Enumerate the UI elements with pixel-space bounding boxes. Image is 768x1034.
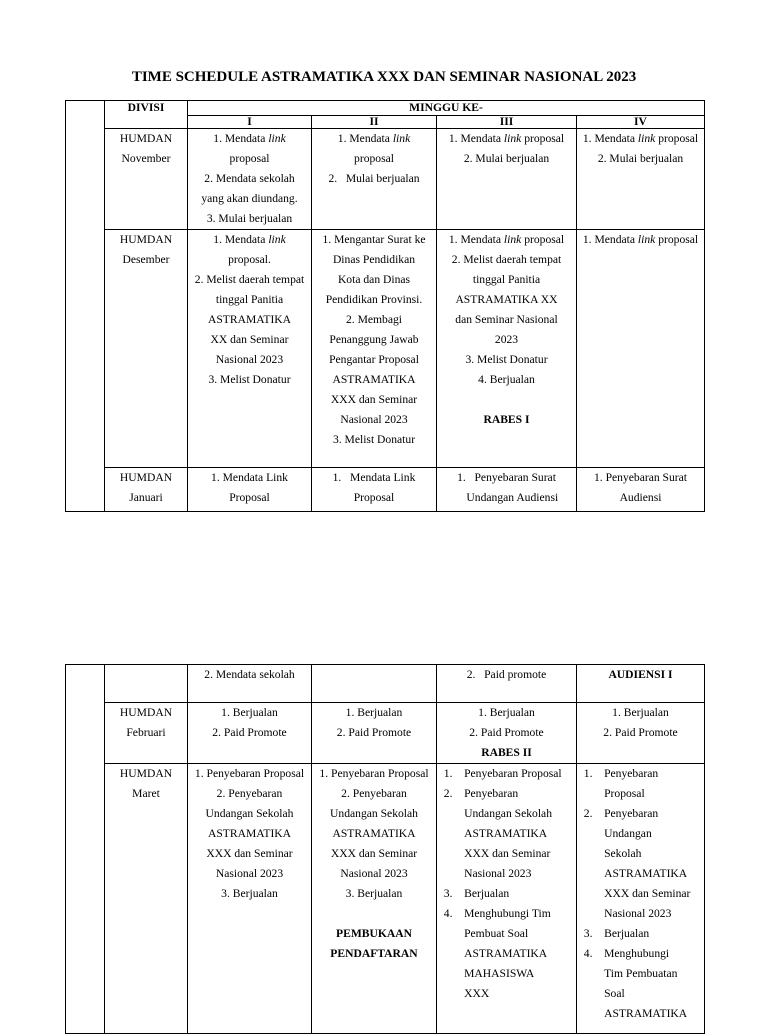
table-row: [66, 468, 705, 512]
task-text: ASTRAMATIKA: [207, 313, 292, 326]
task-text: 2023: [494, 333, 519, 346]
task-text: 1. Mendata Link: [211, 471, 288, 484]
milestone-label: AUDIENSI I: [608, 668, 673, 681]
task-text: Soal: [578, 987, 625, 1000]
task-text: Undangan Sekolah: [330, 807, 418, 820]
task-text: XXX dan Seminar: [438, 847, 551, 860]
week-header-2: II: [312, 116, 437, 129]
task-text: Proposal: [578, 787, 645, 800]
task-text: 2. Penyebaran: [438, 787, 519, 800]
week-cell: [312, 703, 437, 764]
task-text: XXX dan Seminar: [330, 847, 418, 860]
task-text: Undangan Sekolah: [205, 807, 294, 820]
week-cell: [437, 703, 577, 764]
task-text: Proposal: [353, 491, 395, 504]
task-text: Pengantar Proposal: [329, 353, 419, 366]
week-cell: [577, 764, 705, 1034]
task-text: 4. Menghubungi: [578, 947, 670, 960]
task-text: 1. Mendata link proposal: [582, 233, 699, 246]
task-text: ASTRAMATIKA: [438, 947, 548, 960]
divisi-label: HUMDAN: [119, 706, 173, 719]
week-cell: [437, 665, 577, 703]
task-text: XX dan Seminar: [210, 333, 289, 346]
task-text: XXX dan Seminar: [206, 847, 293, 860]
task-text: 1. Mendata link: [213, 233, 286, 246]
task-text: Undangan Sekolah: [438, 807, 552, 820]
divisi-label: Maret: [132, 787, 160, 800]
task-text: Tim Pembuatan: [578, 967, 678, 980]
task-text: XXX: [438, 987, 490, 1000]
week-cell: [437, 764, 577, 1034]
task-text: 1. Mendata Link: [332, 471, 416, 484]
table-row: [66, 764, 705, 1034]
divisi-label: HUMDAN: [119, 471, 173, 484]
week-cell: [188, 468, 312, 512]
milestone-label: RABES I: [483, 413, 530, 426]
week-cell: [577, 665, 705, 703]
task-text: 3. Melist Donatur: [332, 433, 416, 446]
task-text: ASTRAMATIKA: [438, 827, 548, 840]
week-cell: [312, 665, 437, 703]
task-text: Pendidikan Provinsi.: [325, 293, 423, 306]
task-text: 1. Mendata link proposal: [582, 132, 699, 145]
divisi-cell: [105, 764, 188, 1034]
task-text: 4. Menghubungi Tim: [438, 907, 551, 920]
task-text: ASTRAMATIKA: [332, 373, 416, 386]
task-text: Nasional 2023: [340, 413, 408, 426]
task-text: 2. Penyebaran: [216, 787, 283, 800]
week-cell: [437, 129, 577, 230]
task-text: 3. Berjualan: [578, 927, 650, 940]
divisi-cell: [105, 468, 188, 512]
divisi-label: Januari: [129, 491, 163, 504]
task-text: 1. Penyebaran Proposal: [194, 767, 305, 780]
week-cell: [188, 129, 312, 230]
divisi-label: HUMDAN: [119, 233, 173, 246]
divisi-label: HUMDAN: [119, 767, 173, 780]
task-text: Nasional 2023: [438, 867, 532, 880]
task-text: 2. Paid promote: [466, 668, 547, 681]
task-text: 1. Mendata link: [213, 132, 286, 145]
task-text: Dinas Pendidikan: [332, 253, 416, 266]
task-text: 4. Berjualan: [478, 373, 535, 386]
task-text: 2. Penyebaran: [341, 787, 407, 800]
task-text: 1. Mendata link: [337, 132, 411, 145]
task-text: [313, 904, 435, 924]
task-text: Nasional 2023: [215, 353, 284, 366]
task-text: 2. Mulai berjualan: [328, 172, 420, 185]
divisi-cell: [105, 129, 188, 230]
task-text: 2. Mendata sekolah: [204, 172, 295, 185]
divisi-cell: [105, 665, 188, 703]
week-header-3: III: [437, 116, 577, 129]
task-text: 1. Mendata link proposal: [448, 132, 565, 145]
task-text: Audiensi: [619, 491, 662, 504]
divisi-header: DIVISI: [105, 101, 188, 129]
task-text: 1. Penyebaran: [578, 767, 659, 780]
blank-left-column: [66, 101, 105, 512]
task-text: 1. Berjualan: [221, 706, 278, 719]
table-row: [66, 230, 705, 468]
minggu-header: MINGGU KE-: [188, 101, 705, 116]
task-text: proposal: [354, 152, 394, 165]
task-text: Penanggung Jawab: [329, 333, 419, 346]
task-text: 1. Mendata link proposal: [448, 233, 565, 246]
task-text: 3. Berjualan: [221, 887, 278, 900]
table-row: [66, 129, 705, 230]
task-text: ASTRAMATIKA: [578, 1007, 688, 1020]
task-text: ASTRAMATIKA: [332, 827, 416, 840]
divisi-label: Desember: [122, 253, 170, 266]
week-cell: [312, 764, 437, 1034]
week-cell: [188, 703, 312, 764]
milestone-label: RABES II: [481, 746, 532, 759]
document-title: TIME SCHEDULE ASTRAMATIKA XXX DAN SEMINAR NASIONAL 2023: [131, 69, 637, 85]
task-text: MAHASISWA: [438, 967, 535, 980]
divisi-cell: [105, 703, 188, 764]
week-header-4: IV: [577, 116, 705, 129]
task-text: dan Seminar Nasional: [455, 313, 558, 326]
task-text: Nasional 2023: [215, 867, 284, 880]
task-text: 1. Mengantar Surat ke: [322, 233, 426, 246]
task-text: 2. Membagi: [345, 313, 403, 326]
week-cell: [188, 665, 312, 703]
milestone-label: PEMBUKAAN: [336, 927, 412, 940]
task-text: 3. Berjualan: [345, 887, 403, 900]
task-text: 2. Paid Promote: [469, 726, 544, 739]
divisi-label: Februari: [126, 726, 166, 739]
task-text: 1. Berjualan: [345, 706, 403, 719]
week-cell: [312, 129, 437, 230]
week-cell: [577, 703, 705, 764]
task-text: 2. Melist daerah tempat: [451, 253, 562, 266]
task-text: proposal: [229, 152, 270, 165]
task-text: 1. Berjualan: [612, 706, 669, 719]
week-cell: [188, 764, 312, 1034]
task-text: yang akan diundang.: [201, 192, 298, 205]
task-text: XXX dan Seminar: [578, 887, 691, 900]
task-text: Pembuat Soal: [438, 927, 529, 940]
week-cell: [577, 129, 705, 230]
week-cell: [577, 230, 705, 468]
week-header-1: I: [188, 116, 312, 129]
task-text: 1. Berjualan: [478, 706, 535, 719]
week-cell: [312, 468, 437, 512]
task-text: Nasional 2023: [578, 907, 672, 920]
task-text: Kota dan Dinas: [337, 273, 411, 286]
task-text: 2. Mulai berjualan: [463, 152, 550, 165]
task-text: Proposal: [229, 491, 270, 504]
table-row: [66, 665, 705, 703]
task-text: 2. Melist daerah tempat: [194, 273, 305, 286]
task-text: 1. Penyebaran Proposal: [438, 767, 562, 780]
task-text: proposal.: [228, 253, 271, 266]
task-text: 3. Berjualan: [438, 887, 510, 900]
task-text: ASTRAMATIKA: [578, 867, 688, 880]
table-row: [66, 703, 705, 764]
task-text: 2. Paid Promote: [212, 726, 287, 739]
task-text: Undangan: [578, 827, 652, 840]
task-text: 3. Melist Donatur: [465, 353, 548, 366]
divisi-cell: [105, 230, 188, 468]
task-text: tinggal Panitia: [215, 293, 284, 306]
schedule-table-page-2: [65, 664, 705, 1034]
task-text: 3. Melist Donatur: [208, 373, 291, 386]
schedule-table-page-1: [65, 100, 705, 512]
task-text: 1. Penyebaran Surat: [457, 471, 556, 484]
blank-left-column: [66, 665, 105, 1034]
task-text: Sekolah: [578, 847, 642, 860]
week-cell: [577, 468, 705, 512]
task-text: XXX dan Seminar: [330, 393, 418, 406]
milestone-label: PENDAFTARAN: [330, 947, 418, 960]
week-cell: [312, 230, 437, 468]
task-text: 2. Paid Promote: [603, 726, 678, 739]
task-text: Nasional 2023: [340, 867, 408, 880]
task-text: 2. Mulai berjualan: [597, 152, 684, 165]
divisi-label: HUMDAN: [119, 132, 173, 145]
task-text: 2. Penyebaran: [578, 807, 659, 820]
divisi-label: November: [121, 152, 171, 165]
week-cell: [437, 468, 577, 512]
task-text: Undangan Audiensi: [454, 491, 559, 504]
task-text: 2. Mendata sekolah: [204, 668, 295, 681]
task-text: [438, 390, 575, 410]
task-text: 2. Paid Promote: [336, 726, 412, 739]
task-text: 3. Mulai berjualan: [206, 212, 293, 225]
task-text: ASTRAMATIKA: [207, 827, 292, 840]
task-text: ASTRAMATIKA XX: [455, 293, 558, 306]
task-text: 1. Penyebaran Proposal: [319, 767, 429, 780]
task-text: 1. Penyebaran Surat: [593, 471, 688, 484]
task-text: tinggal Panitia: [472, 273, 541, 286]
week-cell: [437, 230, 577, 468]
week-cell: [188, 230, 312, 468]
